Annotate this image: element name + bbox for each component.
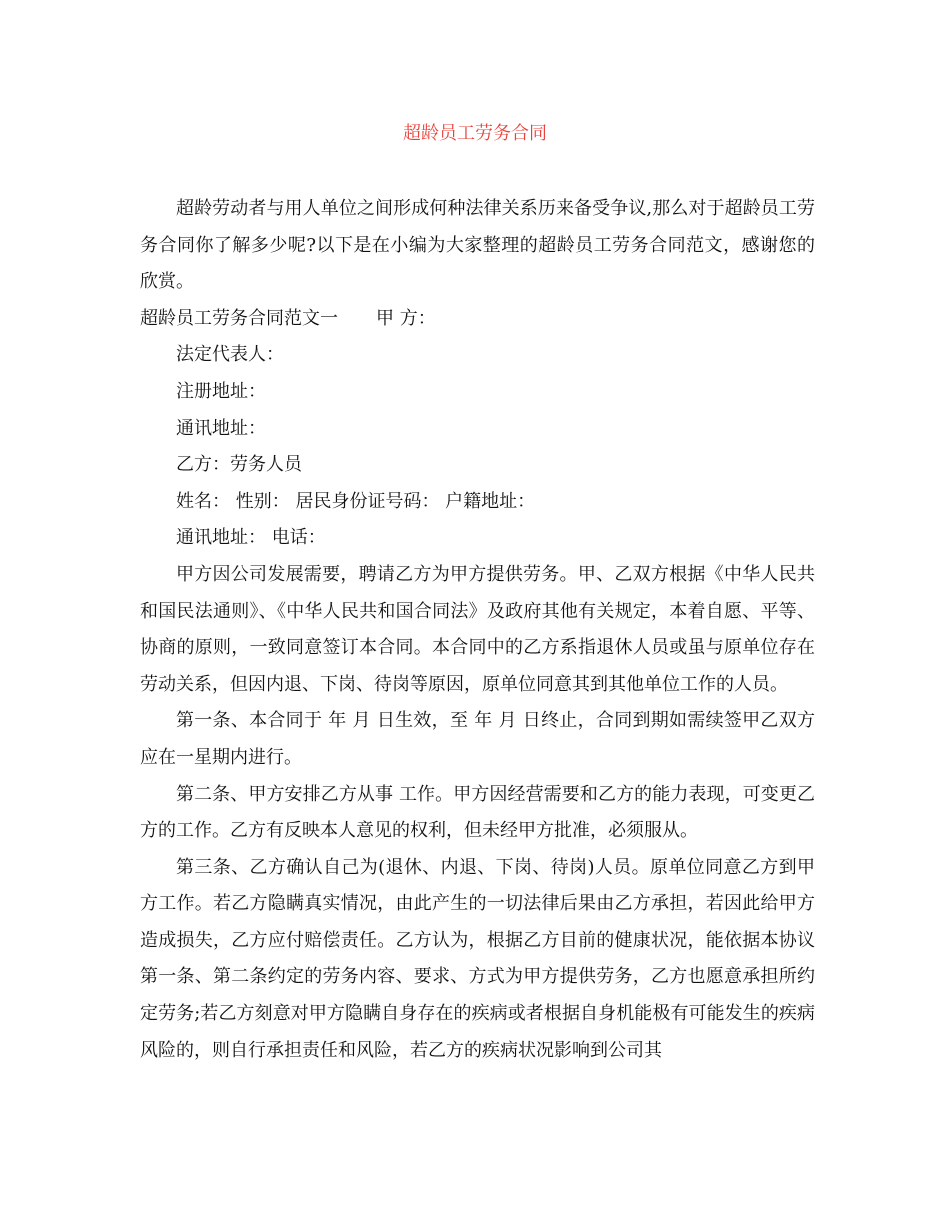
article-3: 第三条、乙方确认自己为(退休、内退、下岗、待岗)人员。原单位同意乙方到甲方工作。若乙方隐瞒真实情况，由此产生的一切法律后果由乙方承担，若因此给甲方造成损失，乙方应付赔偿责任。乙方认为，根据乙方目前的健康状况，能依据本协议第一条、第二条约定的劳务内容、要求、方式为甲方提供劳务，乙方也愿意承担所约定劳务;若乙方刻意对甲方隐瞒自身存在的疾病或者根据自身机能极有可能发生的疾病风险的，则自行承担责任和风险，若乙方的疾病状况影响到公司其	[140, 856, 815, 1061]
intro-clause-paragraph: 甲方因公司发展需要，聘请乙方为甲方提供劳务。甲、乙双方根据《中华人民共和国民法通则》、《中华人民共和国合同法》及政府其他有关规定，本着自愿、平等、协商的原则，一致同意签订本合同。本合同中的乙方系指退休人员或虽与原单位存在劳动关系，但因内退、下岗、待岗等原因，原单位同意其到其他单位工作的人员。	[140, 563, 815, 695]
party-a-label: 甲 方：	[376, 307, 436, 329]
document-body	[140, 191, 815, 1069]
article-2: 第二条、甲方安排乙方从事 工作。甲方因经营需要和乙方的能力表现，可变更乙方的工作。乙方有反映本人意见的权利，但未经甲方批准，必须服从。	[140, 783, 815, 842]
legal-rep-line: 法定代表人：	[176, 344, 284, 366]
reg-address-line: 注册地址：	[176, 380, 266, 402]
article-1: 第一条、本合同于 年 月 日生效，至 年 月 日终止，合同到期如需续签甲乙双方应在一星期内进行。	[140, 710, 815, 768]
sample-heading: 超龄员工劳务合同范文一	[140, 307, 338, 329]
personal-info-line: 姓名： 性别： 居民身份证号码： 户籍地址：	[176, 490, 536, 512]
party-b-line: 乙方：劳务人员	[176, 454, 302, 476]
contact-address-a-line: 通讯地址：	[176, 417, 266, 439]
document-title: 超龄员工劳务合同	[403, 123, 547, 144]
intro-paragraph: 超龄劳动者与用人单位之间形成何种法律关系历来备受争议,那么对于超龄员工劳务合同你了解多少呢?以下是在小编为大家整理的超龄员工劳务合同范文，感谢您的欣赏。	[140, 198, 815, 293]
contact-phone-line: 通讯地址： 电话：	[176, 527, 326, 549]
sample-heading-line	[140, 301, 815, 338]
